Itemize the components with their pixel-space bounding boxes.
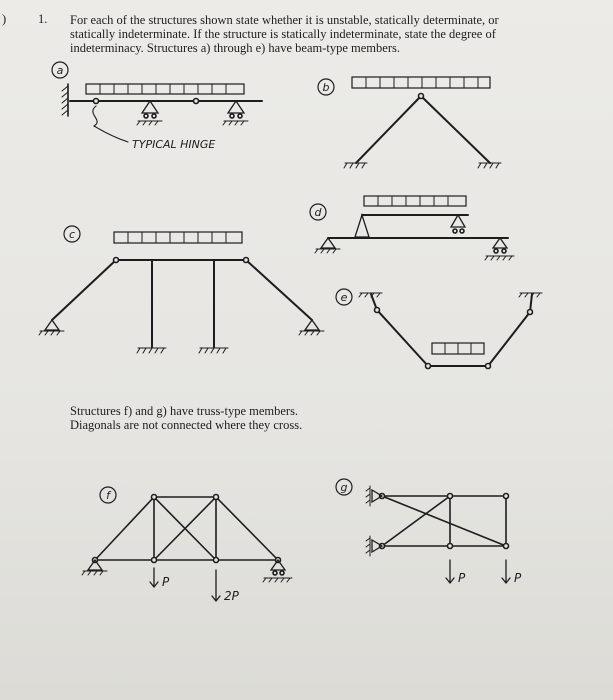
load-arrows-b [366, 77, 478, 88]
joint-g6 [504, 544, 509, 549]
figure-e [336, 289, 542, 369]
support-a2 [228, 101, 244, 113]
label-d: d [314, 206, 322, 219]
hinge-e4 [528, 310, 533, 315]
ground-c-left [39, 331, 64, 335]
pin-c-left [45, 320, 59, 330]
load-arrows-a [100, 84, 226, 94]
roller-a1b [152, 114, 156, 118]
roller-a1a [144, 114, 148, 118]
load-label-g-1: P [458, 571, 466, 585]
roller-f-a [273, 571, 277, 575]
strut-c-left [52, 260, 116, 320]
label-a: a [56, 64, 64, 77]
roller-d-a [453, 229, 457, 233]
load-arrows-c [128, 232, 226, 243]
ground-a1 [137, 121, 162, 125]
hinge-b-apex [419, 94, 424, 99]
pin-d-left [321, 238, 335, 248]
joint-f5 [152, 495, 157, 500]
figure-c [39, 226, 324, 353]
member-b-right [421, 96, 490, 163]
figure-g [336, 479, 522, 585]
ground-d-left [315, 249, 340, 253]
label-e: e [340, 291, 348, 304]
roller-a2b [238, 114, 242, 118]
problem-prompt: For each of the structures shown state whether it is unstable, statically determinate, or statically indeterminate. If the structure is statically indeterminate, state the degree of indeterminacy. Structures a) through e) have beam-type members. [70, 13, 499, 55]
roller-a2a [230, 114, 234, 118]
fixed-base-c-1 [137, 348, 166, 353]
ground-f-left [82, 571, 107, 575]
ground-c-right [299, 331, 324, 335]
hinge-e3 [486, 364, 491, 369]
figure-f [82, 487, 292, 603]
label-g: g [340, 481, 348, 494]
joint-f2 [152, 558, 157, 563]
hinge-leader [93, 106, 128, 142]
pin-d-upper [355, 215, 369, 237]
load-label-f-1: P [162, 575, 170, 589]
joint-f6 [214, 495, 219, 500]
support-a1 [142, 101, 158, 113]
distributed-load-c [114, 232, 242, 243]
left-diagonal-f [95, 497, 154, 560]
joint-g2 [448, 494, 453, 499]
load-label-g-2: P [514, 571, 522, 585]
margin-mark: ) [2, 12, 7, 26]
label-b: b [322, 81, 330, 94]
problem-number: 1. [38, 12, 48, 26]
right-diagonal-f [216, 497, 278, 560]
figure-b [318, 77, 501, 168]
roller-f-b [280, 571, 284, 575]
distributed-load-d [364, 196, 466, 206]
cross-diagonal-g-2 [382, 496, 450, 546]
truss-note-line-2: Diagonals are not connected where they cross. [70, 418, 303, 432]
load-arrows-d [378, 196, 448, 206]
distributed-load-a [86, 84, 244, 94]
figure-d [310, 196, 514, 260]
roller-d-right-b [502, 249, 506, 253]
typical-hinge-label: TYPICAL HINGE [132, 138, 216, 151]
truss-note-line-1: Structures f) and g) have truss-type members. [70, 404, 299, 418]
ground-f-right [263, 578, 292, 582]
joint-g3 [504, 494, 509, 499]
hinge-e2 [426, 364, 431, 369]
figure-a [52, 62, 262, 151]
hinge-c1 [114, 258, 119, 263]
distributed-load-b [352, 77, 490, 88]
load-label-f-2: 2P [224, 589, 239, 603]
roller-d-b [460, 229, 464, 233]
member-e-right [488, 312, 530, 366]
hinge-a2 [194, 99, 199, 104]
hinge-a1 [94, 99, 99, 104]
cross-diagonal-g-1 [382, 496, 506, 546]
label-f: f [106, 489, 110, 502]
strut-c-right [246, 260, 312, 320]
support-d-right [493, 238, 507, 248]
joint-f3 [214, 558, 219, 563]
ground-d-right [485, 256, 514, 260]
roller-d-upper [451, 215, 465, 227]
ground-a2 [223, 121, 248, 125]
joint-g5 [448, 544, 453, 549]
load-arrows-e [445, 343, 471, 354]
member-e-left [377, 310, 428, 366]
hinge-e1 [375, 308, 380, 313]
hinge-c2 [244, 258, 249, 263]
label-c: c [68, 228, 76, 241]
fixed-base-c-2 [199, 348, 228, 353]
pin-c-right [305, 320, 319, 330]
wall-g-bottom [366, 536, 370, 556]
wall-g-top [366, 486, 370, 506]
member-b-left [356, 96, 421, 163]
roller-d-right-a [494, 249, 498, 253]
wall-hatch-a [62, 86, 68, 115]
fixed-top-e-right [519, 293, 542, 297]
